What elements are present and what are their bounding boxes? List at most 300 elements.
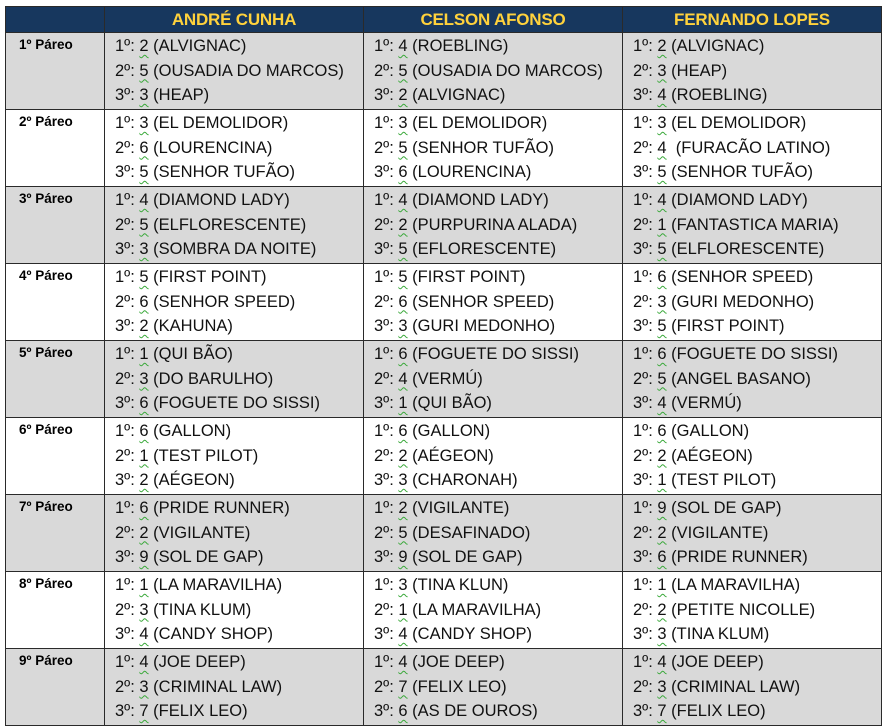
horse-number: 4 [139,653,149,671]
placing-label: 2º: [115,523,135,542]
horse-name: (SOL DE GAP) [407,548,523,566]
placing-label: 3º: [633,702,653,720]
placing-label: 1º: [115,653,135,671]
horse-name: (OUSADIA DO MARCOS) [407,61,603,80]
tipster-picks-cell [105,572,364,649]
horse-name: (SENHOR TUFÃO) [407,138,554,157]
horse-number: 2 [139,37,149,55]
horse-number: 6 [398,702,408,720]
placing-label: 2º: [633,523,653,542]
pick-line [374,391,622,416]
race-row [6,264,882,341]
pick-line [115,314,363,339]
pick-line [633,496,881,521]
horse-number: 3 [657,292,667,311]
horse-name: (SENHOR SPEED) [407,292,555,311]
placing-label: 2º: [633,677,653,696]
horse-number: 1 [398,600,408,619]
horse-name: (AS DE OUROS) [407,702,538,720]
horse-name: (FOGUETE DO SISSI) [407,345,580,363]
pick-line [633,444,881,469]
horse-number: 2 [657,523,667,542]
horse-number: 3 [398,114,408,132]
horse-number: 3 [657,61,667,80]
tipster-picks-cell [623,572,882,649]
horse-number: 6 [139,422,149,440]
horse-name: (GALLON) [148,422,232,440]
placing-label: 3º: [633,394,653,412]
horse-number: 4 [139,191,149,209]
horse-number: 6 [139,499,149,517]
horse-name: (HEAP) [148,86,210,104]
pick-line [633,111,881,136]
horse-name: (DIAMOND LADY) [407,191,549,209]
pick-line [633,265,881,290]
pick-line [115,675,363,700]
horse-number: 6 [398,163,408,181]
placing-label: 1º: [115,268,135,286]
horse-number: 6 [398,422,408,440]
tipster-picks-cell [364,495,623,572]
placing-label: 3º: [374,240,394,258]
placing-label: 1º: [633,422,653,440]
horse-name: (PRIDE RUNNER) [666,548,808,566]
pick-line [633,83,881,108]
horse-number: 4 [398,37,408,55]
header-tipster-2: CELSON AFONSO [364,7,623,33]
placing-label: 3º: [374,86,394,104]
pick-line [115,188,363,213]
horse-name: (CANDY SHOP) [407,625,532,643]
pick-line [374,573,622,598]
race-row [6,649,882,726]
horse-number: 1 [398,394,408,412]
tipster-picks-cell [105,33,364,110]
horse-name: (VIGILANTE) [666,523,769,542]
pick-line [374,675,622,700]
pick-line [374,496,622,521]
tipster-picks-cell [364,264,623,341]
pick-line [374,213,622,238]
pick-line [633,160,881,185]
pick-line [115,468,363,493]
pick-line [633,391,881,416]
race-row [6,187,882,264]
horse-number: 6 [398,345,408,363]
pick-line [115,237,363,262]
horse-number: 6 [657,345,667,363]
horse-name: (GURI MEDONHO) [666,292,815,311]
horse-name: (PETITE NICOLLE) [666,600,816,619]
pick-line [633,650,881,675]
horse-name: (FELIX LEO) [148,702,248,720]
placing-label: 2º: [115,292,135,311]
horse-number: 6 [657,548,667,566]
placing-label: 3º: [374,625,394,643]
horse-name: (FURACÃO LATINO) [666,138,831,157]
placing-label: 3º: [633,240,653,258]
horse-number: 2 [657,37,667,55]
pick-line [374,521,622,546]
pick-line [374,265,622,290]
pick-line [374,188,622,213]
tipster-picks-cell [105,495,364,572]
horse-name: (VIGILANTE) [148,523,251,542]
tips-table [5,6,882,726]
tipster-picks-cell [105,110,364,187]
horse-number: 2 [398,499,408,517]
horse-number: 3 [139,86,149,104]
horse-name: (FIRST POINT) [407,268,526,286]
placing-label: 1º: [374,191,394,209]
pick-line [633,468,881,493]
placing-label: 2º: [115,138,135,157]
pick-line [633,545,881,570]
tipster-picks-cell [623,418,882,495]
tipster-picks-cell [364,110,623,187]
header-corner [6,7,105,33]
pick-line [374,598,622,623]
pick-line [115,59,363,84]
horse-number: 5 [657,240,667,258]
pick-line [633,290,881,315]
pick-line [115,444,363,469]
horse-number: 1 [139,576,149,594]
pick-line [115,650,363,675]
pick-line [115,160,363,185]
tipster-picks-cell [623,264,882,341]
placing-label: 2º: [374,446,394,465]
horse-name: (JOE DEEP) [148,653,246,671]
horse-number: 6 [657,268,667,286]
horse-name: (ANGEL BASANO) [666,369,811,388]
pick-line [115,34,363,59]
pick-line [374,290,622,315]
pick-line [633,699,881,724]
horse-name: (HEAP) [666,61,728,80]
horse-name: (SOL DE GAP) [666,499,782,517]
horse-name: (LOURENCINA) [407,163,532,181]
pick-line [633,314,881,339]
pick-line [633,521,881,546]
horse-number: 4 [398,653,408,671]
horse-number: 2 [398,86,408,104]
horse-name: (EL DEMOLIDOR) [148,114,289,132]
placing-label: 1º: [374,576,394,594]
placing-label: 1º: [633,37,653,55]
race-label: 1º Páreo [6,33,105,110]
pick-line [115,83,363,108]
placing-label: 2º: [374,523,394,542]
pick-line [633,675,881,700]
horse-number: 3 [139,600,149,619]
pick-line [374,160,622,185]
placing-label: 3º: [374,163,394,181]
pick-line [633,188,881,213]
placing-label: 3º: [633,86,653,104]
tipster-picks-cell [364,572,623,649]
horse-name: (FELIX LEO) [666,702,766,720]
pick-line [115,419,363,444]
horse-number: 3 [139,677,149,696]
pick-line [633,342,881,367]
horse-name: (DIAMOND LADY) [148,191,290,209]
horse-name: (AÉGEON) [148,471,235,489]
placing-label: 2º: [374,600,394,619]
horse-name: (GALLON) [407,422,491,440]
horse-name: (FANTASTICA MARIA) [666,215,839,234]
header-row [6,7,882,33]
placing-label: 1º: [374,422,394,440]
horse-name: (AÉGEON) [666,446,753,465]
placing-label: 2º: [374,61,394,80]
pick-line [374,136,622,161]
horse-name: (LA MARAVILHA) [407,600,542,619]
pick-line [115,521,363,546]
horse-name: (DESAFINADO) [407,523,531,542]
horse-name: (GALLON) [666,422,750,440]
pick-line [633,136,881,161]
tipster-picks-cell [105,649,364,726]
race-row [6,418,882,495]
horse-number: 1 [657,471,667,489]
placing-label: 1º: [115,499,135,517]
horse-number: 3 [657,114,667,132]
horse-name: (ELFLORESCENTE) [148,215,307,234]
horse-name: (EFLORESCENTE) [407,240,557,258]
pick-line [374,59,622,84]
placing-label: 1º: [633,499,653,517]
placing-label: 2º: [374,292,394,311]
horse-name: (CRIMINAL LAW) [666,677,801,696]
horse-name: (TINA KLUM) [666,625,770,643]
pick-line [374,34,622,59]
race-row [6,33,882,110]
horse-number: 3 [657,677,667,696]
horse-name: (SOL DE GAP) [148,548,264,566]
placing-label: 3º: [115,702,135,720]
horse-name: (CRIMINAL LAW) [148,677,283,696]
tipster-picks-cell [623,110,882,187]
horse-number: 7 [657,702,667,720]
placing-label: 3º: [633,317,653,335]
race-label: 4º Páreo [6,264,105,341]
placing-label: 1º: [115,422,135,440]
horse-number: 4 [657,86,667,104]
horse-number: 1 [139,446,149,465]
horse-name: (DIAMOND LADY) [666,191,808,209]
horse-name: (SENHOR SPEED) [148,292,296,311]
horse-number: 3 [657,625,667,643]
placing-label: 1º: [115,345,135,363]
horse-name: (FOGUETE DO SISSI) [148,394,321,412]
placing-label: 2º: [633,600,653,619]
horse-number: 3 [398,576,408,594]
placing-label: 3º: [374,548,394,566]
horse-number: 9 [657,499,667,517]
placing-label: 2º: [115,215,135,234]
horse-name: (TEST PILOT) [148,446,259,465]
horse-number: 3 [139,369,149,388]
picks-table-wrapper [5,6,882,726]
horse-number: 3 [139,240,149,258]
placing-label: 2º: [633,138,653,157]
tipster-picks-cell [364,649,623,726]
horse-number: 1 [139,345,149,363]
placing-label: 3º: [633,471,653,489]
horse-name: (ELFLORESCENTE) [666,240,825,258]
placing-label: 3º: [374,394,394,412]
pick-line [374,699,622,724]
horse-number: 9 [398,548,408,566]
horse-name: (TINA KLUM) [148,600,252,619]
pick-line [374,650,622,675]
horse-number: 4 [657,191,667,209]
horse-number: 3 [139,114,149,132]
tipster-picks-cell [623,187,882,264]
placing-label: 2º: [633,369,653,388]
horse-number: 4 [398,625,408,643]
placing-label: 3º: [115,317,135,335]
horse-name: (TEST PILOT) [666,471,777,489]
horse-name: (QUI BÃO) [407,394,492,412]
horse-number: 5 [398,523,408,542]
horse-name: (FOGUETE DO SISSI) [666,345,839,363]
horse-number: 5 [657,369,667,388]
placing-label: 3º: [115,625,135,643]
horse-name: (GURI MEDONHO) [407,317,556,335]
horse-name: (LA MARAVILHA) [666,576,801,594]
race-row [6,110,882,187]
horse-number: 4 [139,625,149,643]
race-label: 3º Páreo [6,187,105,264]
race-row [6,341,882,418]
horse-name: (ROEBLING) [407,37,509,55]
pick-line [115,391,363,416]
horse-number: 2 [398,446,408,465]
horse-number: 5 [398,138,408,157]
placing-label: 3º: [374,317,394,335]
tipster-picks-cell [364,187,623,264]
horse-number: 2 [657,600,667,619]
placing-label: 3º: [374,702,394,720]
pick-line [115,622,363,647]
horse-number: 5 [657,163,667,181]
horse-number: 5 [398,61,408,80]
placing-label: 2º: [115,61,135,80]
tipster-picks-cell [364,341,623,418]
pick-line [374,111,622,136]
horse-name: (SENHOR SPEED) [666,268,814,286]
pick-line [115,342,363,367]
race-label: 5º Páreo [6,341,105,418]
tipster-picks-cell [623,33,882,110]
placing-label: 2º: [115,677,135,696]
header-tipster-1: ANDRÉ CUNHA [105,7,364,33]
placing-label: 2º: [374,138,394,157]
placing-label: 1º: [633,653,653,671]
pick-line [115,545,363,570]
pick-line [374,367,622,392]
placing-label: 1º: [633,114,653,132]
horse-name: (JOE DEEP) [666,653,764,671]
placing-label: 3º: [115,163,135,181]
pick-line [633,34,881,59]
pick-line [633,419,881,444]
horse-name: (FELIX LEO) [407,677,507,696]
horse-number: 3 [398,317,408,335]
pick-line [633,213,881,238]
horse-number: 4 [398,369,408,388]
horse-name: (TINA KLUN) [407,576,509,594]
placing-label: 1º: [374,345,394,363]
race-label: 6º Páreo [6,418,105,495]
tipster-picks-cell [623,341,882,418]
horse-name: (SENHOR TUFÃO) [148,163,295,181]
horse-name: (PURPURINA ALADA) [407,215,578,234]
horse-number: 4 [657,653,667,671]
horse-name: (CHARONAH) [407,471,518,489]
horse-number: 3 [398,471,408,489]
placing-label: 2º: [115,446,135,465]
horse-name: (AÉGEON) [407,446,494,465]
pick-line [115,367,363,392]
horse-name: (FIRST POINT) [148,268,267,286]
pick-line [633,59,881,84]
header-tipster-3: FERNANDO LOPES [623,7,882,33]
placing-label: 2º: [374,369,394,388]
horse-name: (LA MARAVILHA) [148,576,283,594]
placing-label: 1º: [374,499,394,517]
tipster-picks-cell [364,418,623,495]
pick-line [633,622,881,647]
horse-number: 6 [398,292,408,311]
horse-number: 2 [139,471,149,489]
placing-label: 2º: [115,369,135,388]
placing-label: 2º: [633,446,653,465]
placing-label: 1º: [633,191,653,209]
pick-line [374,444,622,469]
horse-number: 5 [139,61,149,80]
horse-number: 6 [139,394,149,412]
horse-number: 6 [139,138,149,157]
placing-label: 1º: [633,268,653,286]
pick-line [633,598,881,623]
race-label: 8º Páreo [6,572,105,649]
race-label: 2º Páreo [6,110,105,187]
horse-name: (LOURENCINA) [148,138,273,157]
horse-name: (DO BARULHO) [148,369,274,388]
pick-line [115,290,363,315]
horse-name: (VERMÚ) [666,394,742,412]
horse-name: (KAHUNA) [148,317,233,335]
placing-label: 3º: [115,548,135,566]
horse-name: (VERMÚ) [407,369,483,388]
placing-label: 2º: [633,292,653,311]
horse-name: (ALVIGNAC) [407,86,506,104]
placing-label: 2º: [633,215,653,234]
horse-name: (ALVIGNAC) [666,37,765,55]
horse-number: 5 [139,215,149,234]
placing-label: 3º: [633,163,653,181]
horse-name: (SOMBRA DA NOITE) [148,240,317,258]
placing-label: 1º: [633,345,653,363]
horse-number: 6 [139,292,149,311]
horse-number: 9 [139,548,149,566]
horse-number: 5 [139,268,149,286]
pick-line [374,237,622,262]
tipster-picks-cell [364,33,623,110]
